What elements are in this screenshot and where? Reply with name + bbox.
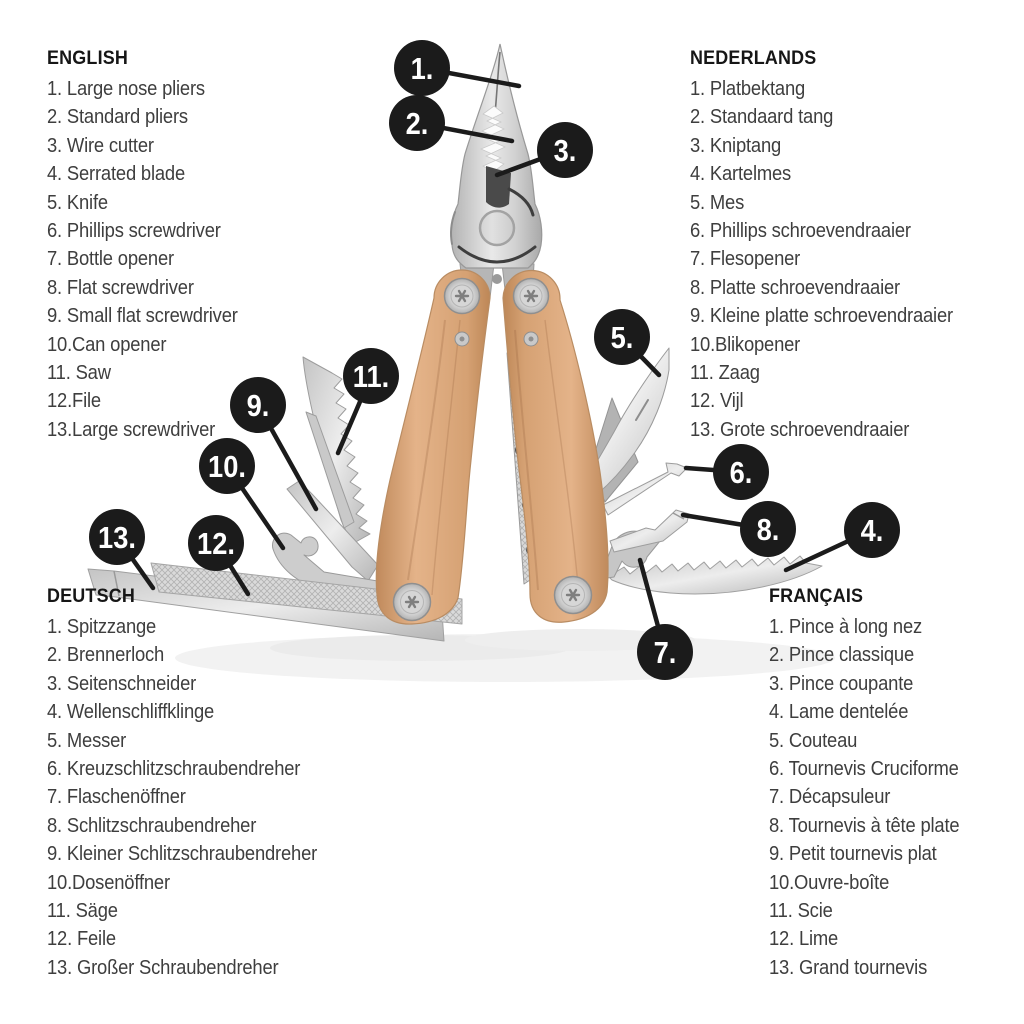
legend-item: 11. Säge — [47, 900, 118, 923]
legend-item: 8. Tournevis à tête plate — [769, 814, 960, 837]
legend-title-deutsch: DEUTSCH — [47, 585, 136, 607]
legend-item: 8. Schlitzschraubendreher — [47, 814, 257, 837]
legend-item: 3. Pince coupante — [769, 672, 914, 695]
legend-item: 5. Messer — [47, 729, 127, 752]
callout-number: 3. — [553, 134, 577, 169]
legend-item: 7. Bottle opener — [47, 248, 174, 271]
legend-items-francais — [769, 613, 959, 982]
legend-item: 13.Large screwdriver — [47, 418, 216, 441]
legend-item: 2. Pince classique — [769, 644, 915, 667]
legend-item: 1. Large nose pliers — [47, 78, 205, 100]
legend-item: 4. Serrated blade — [47, 163, 186, 186]
legend-item: 11. Zaag — [690, 362, 760, 385]
legend-item: 5. Couteau — [769, 729, 858, 752]
callout-number: 5. — [610, 321, 634, 356]
torx-screw — [445, 279, 480, 314]
legend-item: 9. Kleine platte schroevendraaier — [690, 305, 953, 328]
handles — [376, 270, 608, 624]
legend-english — [47, 47, 238, 444]
legend-item: 6. Tournevis Cruciforme — [769, 758, 959, 781]
callout-number: 8. — [756, 513, 780, 548]
small-screw — [524, 332, 538, 346]
legend-item: 12. Vijl — [690, 390, 744, 413]
legend-item: 12. Lime — [769, 928, 839, 951]
legend-item: 10.Can opener — [47, 333, 167, 356]
legend-item: 1. Spitzzange — [47, 616, 157, 638]
legend-item: 9. Petit tournevis plat — [769, 843, 937, 866]
callout-number: 12. — [197, 527, 235, 562]
legend-title-francais: FRANÇAIS — [769, 585, 864, 607]
legend-item: 7. Flaschenöffner — [47, 786, 186, 809]
wood-handle-left — [376, 270, 490, 624]
callout-number: 7. — [653, 636, 677, 671]
torx-screw — [555, 577, 592, 614]
legend-item: 2. Brennerloch — [47, 644, 165, 667]
legend-item: 10.Dosenöffner — [47, 871, 170, 894]
wood-handle-right — [503, 270, 608, 622]
legend-item: 4. Kartelmes — [690, 163, 792, 186]
legend-item: 4. Wellenschliffklinge — [47, 701, 215, 724]
callout-number: 11. — [352, 360, 390, 395]
legend-item: 4. Lame dentelée — [769, 701, 909, 724]
legend-francais — [769, 585, 959, 982]
legend-item: 8. Flat screwdriver — [47, 276, 194, 299]
callout-number: 1. — [410, 52, 434, 87]
legend-item: 12. Feile — [47, 928, 116, 951]
callout-number: 10. — [208, 450, 246, 485]
legend-item: 2. Standard pliers — [47, 106, 188, 129]
torx-screw — [514, 279, 549, 314]
legend-items-nederlands — [690, 75, 953, 444]
callout-number: 2. — [405, 107, 429, 142]
legend-item: 8. Platte schroevendraaier — [690, 276, 901, 299]
legend-item: 10.Blikopener — [690, 333, 801, 356]
legend-item: 6. Phillips schroevendraaier — [690, 220, 911, 243]
legend-item: 6. Phillips screwdriver — [47, 220, 221, 243]
center-screw — [492, 274, 502, 284]
callout-number: 4. — [860, 514, 884, 549]
legend-item: 13. Grand tournevis — [769, 956, 928, 979]
legend-item: 3. Kniptang — [690, 134, 782, 157]
legend-item: 13. Großer Schraubendreher — [47, 956, 279, 979]
legend-item: 7. Flesopener — [690, 248, 801, 271]
legend-item: 1. Pince à long nez — [769, 616, 923, 638]
legend-item: 10.Ouvre-boîte — [769, 871, 890, 894]
legend-item: 12.File — [47, 390, 101, 413]
legend-title-nederlands: NEDERLANDS — [690, 47, 817, 69]
callout-number: 9. — [246, 389, 270, 424]
pivot-circle — [480, 211, 514, 245]
legend-item: 5. Knife — [47, 191, 108, 214]
legend-item: 2. Standaard tang — [690, 106, 834, 129]
legend-item: 3. Wire cutter — [47, 134, 154, 157]
legend-item: 7. Décapsuleur — [769, 786, 891, 809]
legend-items-deutsch — [47, 613, 317, 982]
legend-nederlands — [690, 47, 953, 444]
legend-deutsch — [47, 585, 317, 982]
legend-item: 9. Small flat screwdriver — [47, 305, 238, 328]
small-screw — [455, 332, 469, 346]
legend-item: 5. Mes — [690, 191, 745, 214]
torx-screw — [394, 584, 431, 621]
legend-item: 11. Saw — [47, 362, 111, 385]
legend-items-english — [47, 75, 238, 444]
legend-item: 11. Scie — [769, 900, 833, 923]
legend-item: 1. Platbektang — [690, 78, 806, 100]
legend-item: 6. Kreuzschlitzschraubendreher — [47, 758, 301, 781]
legend-item: 9. Kleiner Schlitzschraubendreher — [47, 843, 318, 866]
legend-item: 13. Grote schroevendraaier — [690, 418, 910, 441]
legend-item: 3. Seitenschneider — [47, 672, 197, 695]
callout-number: 13. — [98, 521, 136, 556]
legend-title-english: ENGLISH — [47, 47, 129, 69]
callout-number: 6. — [729, 456, 753, 491]
